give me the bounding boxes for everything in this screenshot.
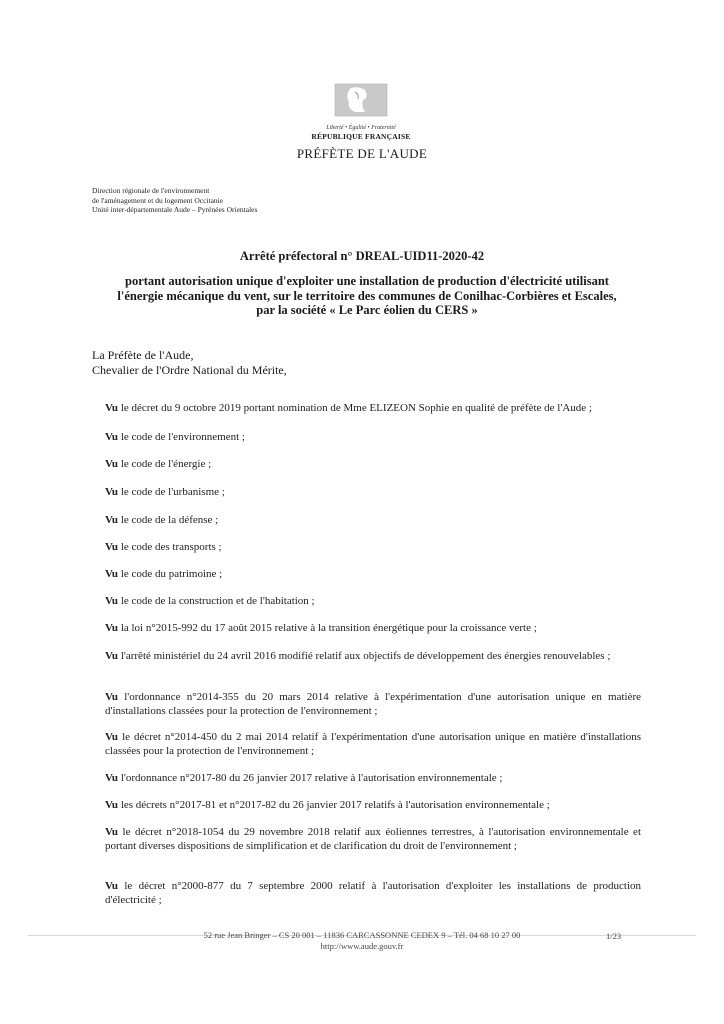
visa-paragraph — [105, 568, 641, 582]
footer-address: 52 rue Jean Bringer – CS 20 001 – 11836 CARCASSONNE CEDEX 9 – Tél. 04 68 10 27 00 — [203, 930, 521, 940]
prefecture-title: PRÉFÈTE DE L'AUDE — [296, 146, 428, 161]
visa-prefix: Vu — [105, 826, 119, 838]
visa-text: le code du patrimoine ; — [118, 568, 223, 580]
visa-prefix: Vu — [105, 541, 119, 553]
visa-text: le décret n°2000-877 du 7 septembre 2000 relatif à l'autorisation d'exploiter les installations de production d'électricité ; — [105, 880, 641, 906]
visa-text: le décret du 9 octobre 2019 portant nomination de Mme ELIZEON Sophie en qualité de préfète de l'Aude ; — [118, 402, 592, 414]
visa-prefix: Vu — [105, 595, 119, 607]
visa-paragraph — [105, 650, 641, 664]
visa-text: le code de la défense ; — [118, 514, 219, 526]
visa-paragraph — [105, 826, 641, 853]
visa-text: le code de la construction et de l'habitation ; — [118, 595, 315, 607]
visa-paragraph — [105, 458, 641, 472]
visa-paragraph — [105, 622, 641, 636]
signatory-line: Chevalier de l'Ordre National du Mérite, — [92, 363, 287, 377]
arrete-subject — [90, 274, 644, 318]
visa-text: les décrets n°2017-81 et n°2017-82 du 26 janvier 2017 relatifs à l'autorisation environnementale ; — [118, 799, 550, 811]
visa-prefix: Vu — [105, 431, 119, 443]
visa-paragraph — [105, 431, 641, 445]
visa-prefix: Vu — [105, 772, 119, 784]
visa-prefix: Vu — [105, 486, 119, 498]
republic-motto: Liberté • Égalité • Fraternité — [326, 125, 396, 131]
visa-text: l'ordonnance n°2014-355 du 20 mars 2014 relative à l'expérimentation d'une autorisation unique en matière d'installations classées pour la protection de l'environnement ; — [105, 691, 641, 717]
marianne-emblem-icon — [325, 82, 397, 118]
footer-website[interactable]: http://www.aude.gouv.fr — [320, 941, 404, 951]
visa-paragraph — [105, 514, 641, 528]
visa-text: la loi n°2015-992 du 17 août 2015 relative à la transition énergétique pour la croissance verte ; — [118, 622, 537, 634]
visa-prefix: Vu — [105, 880, 119, 892]
direction-line: Unité inter-départementale Aude – Pyrénées Orientales — [92, 205, 258, 214]
visa-text: le code de l'environnement ; — [118, 431, 245, 443]
visa-prefix: Vu — [105, 650, 119, 662]
visa-text: le décret n°2014-450 du 2 mai 2014 relatif à l'expérimentation d'une autorisation unique en matière d'installations classées pour la protection de l'environnement ; — [105, 731, 641, 757]
visa-text: le code des transports ; — [118, 541, 222, 553]
visa-paragraph — [105, 772, 641, 786]
republic-logo — [306, 82, 416, 141]
signatory-line: La Préfète de l'Aude, — [92, 348, 194, 362]
visa-text: le code de l'énergie ; — [118, 458, 212, 470]
direction-line: de l'aménagement et du logement Occitanie — [92, 195, 224, 205]
arrete-title: Arrêté préfectoral n° DREAL-UID11-2020-42 — [239, 249, 485, 263]
republic-name: RÉPUBLIQUE FRANÇAISE — [311, 132, 411, 141]
signatory-block — [92, 348, 287, 378]
page-number: 1/23 — [606, 931, 622, 941]
visa-paragraph — [105, 541, 641, 555]
direction-line: Direction régionale de l'environnement — [92, 186, 210, 195]
visa-prefix: Vu — [105, 691, 119, 703]
direction-block — [92, 186, 257, 215]
visa-prefix: Vu — [105, 622, 119, 634]
visa-paragraph — [105, 486, 641, 500]
visa-text: l'ordonnance n°2017-80 du 26 janvier 2017 relative à l'autorisation environnementale ; — [118, 772, 503, 784]
subject-line: l'énergie mécanique du vent, sur le territoire des communes de Conilhac-Corbières et Escales, — [117, 288, 617, 303]
visa-paragraph — [105, 402, 641, 416]
visa-paragraph — [105, 595, 641, 609]
visa-paragraph — [105, 731, 641, 758]
visa-paragraph — [105, 691, 641, 718]
visa-text: l'arrêté ministériel du 24 avril 2016 modifié relatif aux objectifs de développement des énergies renouvelables ; — [118, 650, 611, 662]
subject-line: portant autorisation unique d'exploiter une installation de production d'électricité utilisant — [125, 274, 609, 288]
visa-prefix: Vu — [105, 458, 119, 470]
visa-prefix: Vu — [105, 799, 119, 811]
visa-text: le décret n°2018-1054 du 29 novembre 2018 relatif aux éoliennes terrestres, à l'autorisation environnementale et portant diverses dispositions de simplification et de clarification du droit de l'environnement ; — [105, 826, 641, 852]
visa-paragraph — [105, 880, 641, 907]
visa-prefix: Vu — [105, 514, 119, 526]
visa-prefix: Vu — [105, 402, 119, 414]
visa-paragraph — [105, 799, 641, 813]
visa-prefix: Vu — [105, 731, 119, 743]
visa-text: le code de l'urbanisme ; — [118, 486, 225, 498]
subject-line: par la société « Le Parc éolien du CERS » — [256, 303, 478, 317]
visa-prefix: Vu — [105, 568, 119, 580]
